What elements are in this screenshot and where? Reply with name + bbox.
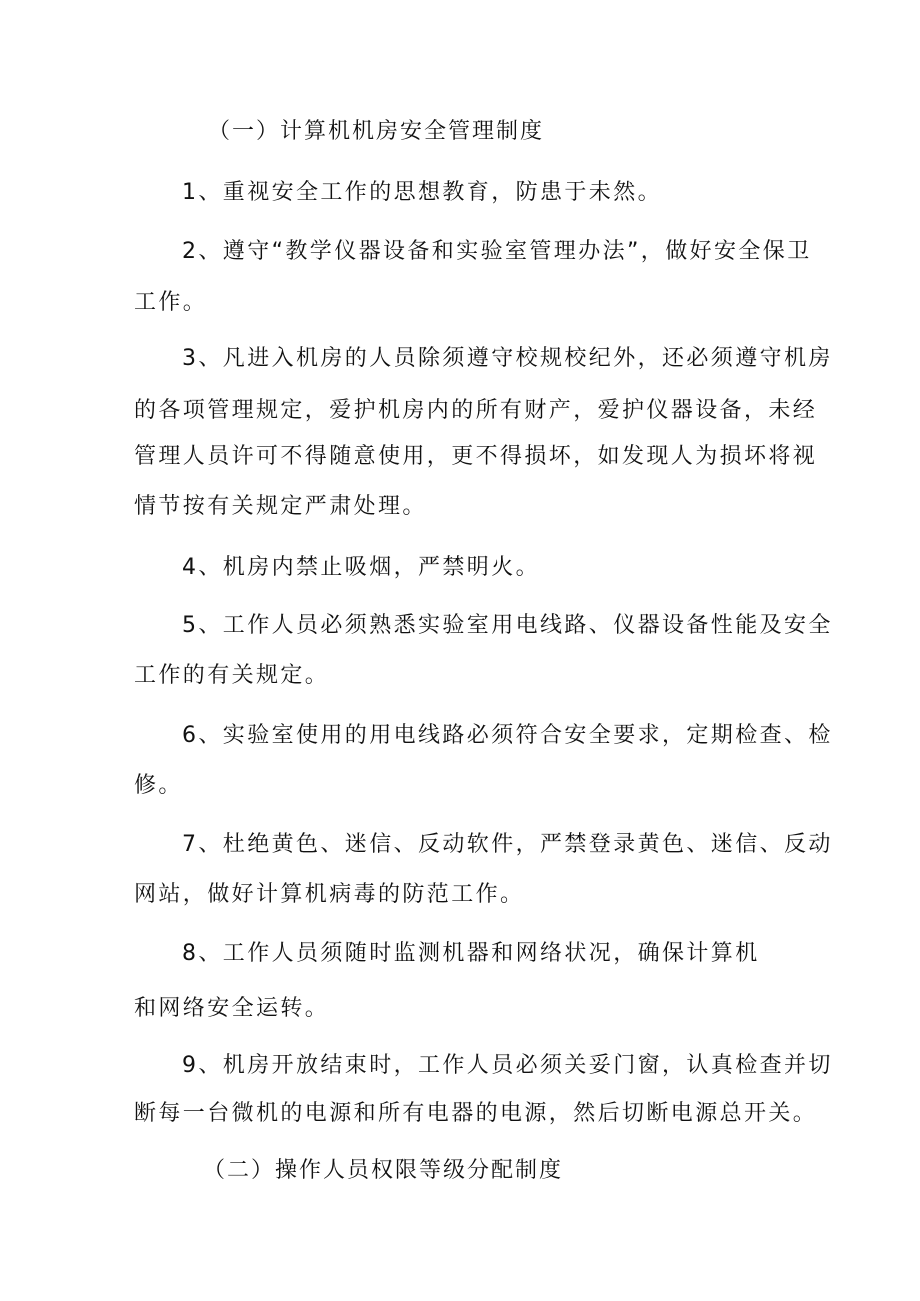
- rule-4-line-1: 4、机房内禁止吸烟，严禁明火。: [182, 555, 540, 580]
- rule-2-line-2: 工作。: [134, 290, 208, 315]
- section-1-heading: （一）计算机机房安全管理制度: [208, 119, 545, 144]
- rule-3-line-4: 情节按有关规定严肃处理。: [134, 494, 427, 519]
- section-2-heading: （二）操作人员权限等级分配制度: [203, 1158, 564, 1183]
- rule-6-line-2: 修。: [134, 773, 183, 798]
- rule-3-line-2: 的各项管理规定，爱护机房内的所有财产，爱护仪器设备，未经: [134, 398, 818, 423]
- rule-6-line-1: 6、实验室使用的用电线路必须符合安全要求，定期检查、检: [182, 723, 833, 748]
- rule-5-line-2: 工作的有关规定。: [134, 663, 330, 688]
- rule-7-line-2: 网站，做好计算机病毒的防范工作。: [134, 882, 525, 907]
- rule-5-line-1: 5、工作人员必须熟悉实验室用电线路、仪器设备性能及安全: [182, 613, 833, 638]
- rule-9-line-2: 断每一台微机的电源和所有电器的电源，然后切断电源总开关。: [134, 1101, 818, 1126]
- rule-8-line-2: 和网络安全运转。: [134, 996, 330, 1021]
- rule-2-line-1: 2、遵守“教学仪器设备和实验室管理办法”，做好安全保卫: [182, 239, 812, 264]
- rule-8-line-1: 8、工作人员须随时监测机器和网络状况，确保计算机: [182, 941, 760, 966]
- rule-1-line-1: 1、重视安全工作的思想教育，防患于未然。: [182, 180, 662, 205]
- rule-3-line-1: 3、凡进入机房的人员除须遵守校规校纪外，还必须遵守机房: [182, 346, 833, 371]
- rule-3-line-3: 管理人员许可不得随意使用，更不得损坏，如发现人为损坏将视: [134, 444, 818, 469]
- rule-9-line-1: 9、机房开放结束时，工作人员必须关妥门窗，认真检查并切: [182, 1053, 833, 1078]
- rule-7-line-1: 7、杜绝黄色、迷信、反动软件，严禁登录黄色、迷信、反动: [182, 832, 833, 857]
